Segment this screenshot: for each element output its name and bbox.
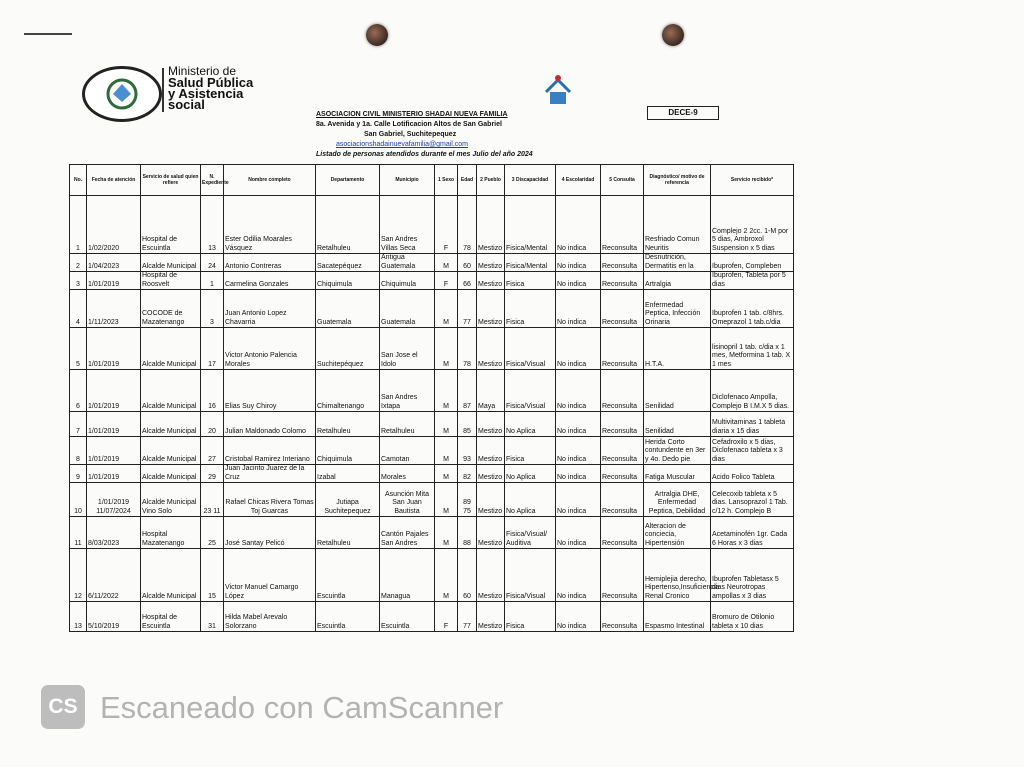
table-cell: Carmelina Gonzales <box>224 272 316 290</box>
camscanner-watermark: Escaneado con CamScanner <box>100 690 504 725</box>
table-cell: Ibuprofen, Compleben <box>711 254 794 272</box>
table-cell: Reconsulta <box>601 602 644 632</box>
table-cell: COCODE de Mazatenango <box>141 290 201 328</box>
table-cell: Ibuprofen 1 tab. c/8hrs. Omeprazol 1 tab.c/dia <box>711 290 794 328</box>
table-cell: Alcalde Municipal Vino Solo <box>141 483 201 517</box>
table-cell: Ester Odilia Moarales Vásquez <box>224 196 316 254</box>
table-cell: Alcalde Municipal <box>141 437 201 465</box>
table-cell: 29 <box>201 465 224 483</box>
table-cell: No Aplica <box>505 483 556 517</box>
table-cell: 31 <box>201 602 224 632</box>
column-header: 1 Sexo <box>435 165 458 196</box>
table-cell: Fisica <box>505 272 556 290</box>
table-cell: M <box>435 517 458 549</box>
table-cell: No indica <box>556 290 601 328</box>
table-cell: 66 <box>458 272 477 290</box>
column-header: Municipio <box>380 165 435 196</box>
table-cell: Hilda Mabel Arevalo Solorzano <box>224 602 316 632</box>
ministry-line-4: social <box>168 97 205 112</box>
table-cell: Fisica/Mental <box>505 254 556 272</box>
table-cell: 8 <box>70 437 87 465</box>
table-cell: 1/01/2019 <box>87 370 141 412</box>
table-cell: Retalhuleu <box>316 412 380 437</box>
table-cell: No indica <box>556 549 601 602</box>
column-header: Servicio recibido* <box>711 165 794 196</box>
table-cell: Cristobal Ramirez Interiano <box>224 437 316 465</box>
table-row <box>70 483 794 517</box>
table-cell: Cefadroxilo x 5 dias, Diclofenaco tableta x 3 dias <box>711 437 794 465</box>
table-cell: Celecoxib tableta x 5 dias. Lansoprazol 1 Tab. c/12 h. Complejo B <box>711 483 794 517</box>
table-cell: Reconsulta <box>601 549 644 602</box>
table-row <box>70 437 794 465</box>
ministry-line-2: Salud Pública <box>168 75 254 90</box>
table-cell: Alteracion de conciecia, Hipertensión <box>644 517 711 549</box>
table-row <box>70 412 794 437</box>
table-row <box>70 328 794 370</box>
table-cell: 60 <box>458 549 477 602</box>
column-header: Diagnóstico/ motivo de referencia <box>644 165 711 196</box>
table-cell: 5 <box>70 328 87 370</box>
table-cell: 27 <box>201 437 224 465</box>
table-cell: 1 <box>70 196 87 254</box>
table-cell: 78 <box>458 196 477 254</box>
table-cell: 89 75 <box>458 483 477 517</box>
table-cell: Complejo 2 2cc. 1-M por 5 dias, Ambroxol Suspension x 5 dias <box>711 196 794 254</box>
table-cell: Desnutrición, Dermatitis en la <box>644 254 711 272</box>
table-body <box>70 196 794 632</box>
table-cell: Enfermedad Peptica, Infección Orinaria <box>644 290 711 328</box>
table-cell: Mestizo <box>477 465 505 483</box>
table-cell: Herida Corto contundente en 3er y 4o. Dedo pie <box>644 437 711 465</box>
table-row <box>70 272 794 290</box>
table-cell: 6/11/2022 <box>87 549 141 602</box>
table-cell: 78 <box>458 328 477 370</box>
table-cell: M <box>435 370 458 412</box>
column-header: Servicio de salud quien refiere <box>141 165 201 196</box>
table-cell: M <box>435 412 458 437</box>
table-cell: Fisica/Visual <box>505 328 556 370</box>
column-header: 2 Pueblo <box>477 165 505 196</box>
table-cell: Alcalde Municipal <box>141 370 201 412</box>
table-cell: 11 <box>70 517 87 549</box>
table-cell: Reconsulta <box>601 328 644 370</box>
table-cell: Sacatepéquez <box>316 254 380 272</box>
table-cell: Camotan <box>380 437 435 465</box>
table-cell: 15 <box>201 549 224 602</box>
table-row <box>70 549 794 602</box>
table-cell: 87 <box>458 370 477 412</box>
ministry-line-3: y Asistencia <box>168 86 244 101</box>
table-cell: No indica <box>556 272 601 290</box>
document-code-box: DECE-9 <box>647 106 719 120</box>
ministry-line-1: Ministerio de <box>168 64 237 78</box>
table-cell: Ibuprofen Tabletasx 5 dias Neurotropas ampollas x 3 dias <box>711 549 794 602</box>
table-cell: 1/01/2019 <box>87 272 141 290</box>
table-row <box>70 465 794 483</box>
table-cell: 6 <box>70 370 87 412</box>
table-cell: No indica <box>556 437 601 465</box>
table-cell: Fisica <box>505 602 556 632</box>
table-cell: 12 <box>70 549 87 602</box>
column-header: Nombre completo <box>224 165 316 196</box>
table-cell: 1/01/2019 11/07/2024 <box>87 483 141 517</box>
table-cell: Ibuprofen, Tableta por 5 dias <box>711 272 794 290</box>
table-cell: No indica <box>556 517 601 549</box>
table-cell: Mestizo <box>477 549 505 602</box>
table-cell: Victor Manuel Camargo López <box>224 549 316 602</box>
table-cell: Reconsulta <box>601 437 644 465</box>
table-cell: José Santay Pelicó <box>224 517 316 549</box>
table-cell: Cantón Pajales San Andres <box>380 517 435 549</box>
document-header <box>316 110 533 160</box>
table-cell: No indica <box>556 254 601 272</box>
table-cell: 23 11 <box>201 483 224 517</box>
table-cell: Mestizo <box>477 254 505 272</box>
table-cell: 1/01/2019 <box>87 437 141 465</box>
table-cell: F <box>435 196 458 254</box>
table-cell: Rafael Chicas Rivera Tomas Toj Guarcas <box>224 483 316 517</box>
table-cell: 25 <box>201 517 224 549</box>
table-cell: Maya <box>477 370 505 412</box>
table-cell: Reconsulta <box>601 272 644 290</box>
table-cell: Alcalde Municipal <box>141 549 201 602</box>
table-cell: Reconsulta <box>601 465 644 483</box>
table-row <box>70 370 794 412</box>
table-cell: Fisica/Visual <box>505 370 556 412</box>
table-cell: 5/10/2019 <box>87 602 141 632</box>
table-cell: 60 <box>458 254 477 272</box>
table-cell: Alcalde Municipal <box>141 465 201 483</box>
table-row <box>70 196 794 254</box>
table-cell: 13 <box>201 196 224 254</box>
table-cell: Resfriado Comun Neuritis <box>644 196 711 254</box>
scan-edge-mark <box>24 33 72 35</box>
table-cell: No indica <box>556 483 601 517</box>
table-cell: 7 <box>70 412 87 437</box>
column-header: No. <box>70 165 87 196</box>
table-cell: Fisica/Visual <box>505 549 556 602</box>
table-cell: Artralgia <box>644 272 711 290</box>
column-header: Departamento <box>316 165 380 196</box>
table-cell: M <box>435 549 458 602</box>
table-cell: No indica <box>556 196 601 254</box>
table-cell: M <box>435 290 458 328</box>
table-cell: 1/01/2019 <box>87 465 141 483</box>
table-cell: Mestizo <box>477 196 505 254</box>
table-cell: M <box>435 437 458 465</box>
table-cell: 3 <box>70 272 87 290</box>
table-cell: Mestizo <box>477 483 505 517</box>
table-cell: F <box>435 272 458 290</box>
table-cell: 24 <box>201 254 224 272</box>
column-header: N. Expediente <box>201 165 224 196</box>
table-cell: Reconsulta <box>601 254 644 272</box>
column-header: 5 Consulta <box>601 165 644 196</box>
org-city: San Gabriel, Suchitepequez <box>364 131 457 138</box>
table-cell: Escuintla <box>380 602 435 632</box>
table-row <box>70 290 794 328</box>
table-cell: 1/01/2019 <box>87 412 141 437</box>
table-cell: Artralgia DHE, Enfermedad Peptica, Debilidad <box>644 483 711 517</box>
table-cell: Fisica/Visual/ Auditiva <box>505 517 556 549</box>
guatemala-seal-icon <box>82 66 162 122</box>
table-cell: Chimaltenango <box>316 370 380 412</box>
table-cell: Asunción Mita San Juan Bautista <box>380 483 435 517</box>
table-cell: 20 <box>201 412 224 437</box>
table-cell: M <box>435 254 458 272</box>
table-cell: Mestizo <box>477 437 505 465</box>
table-cell: 1/01/2019 <box>87 328 141 370</box>
table-header-row <box>70 165 794 196</box>
table-cell: San Andres Villas Seca <box>380 196 435 254</box>
table-cell: No indica <box>556 370 601 412</box>
table-cell: Guatemala <box>380 290 435 328</box>
table-cell: Escuintla <box>316 602 380 632</box>
table-cell: Reconsulta <box>601 196 644 254</box>
table-cell: 10 <box>70 483 87 517</box>
column-header: Fecha de atención <box>87 165 141 196</box>
table-cell: Fisica <box>505 437 556 465</box>
table-cell: Alcalde Municipal <box>141 328 201 370</box>
table-cell: Reconsulta <box>601 517 644 549</box>
table-cell: Izabal <box>316 465 380 483</box>
table-cell: Chiquimula <box>316 272 380 290</box>
table-cell: M <box>435 465 458 483</box>
table-cell: Victor Antonio Palencia Morales <box>224 328 316 370</box>
logo-divider <box>162 68 164 112</box>
table-cell: 88 <box>458 517 477 549</box>
table-cell: 77 <box>458 602 477 632</box>
table-cell: Mestizo <box>477 517 505 549</box>
punch-hole-left <box>366 24 388 46</box>
table-cell: 1/04/2023 <box>87 254 141 272</box>
table-cell: Antigua Guatemala <box>380 254 435 272</box>
table-cell: Chiquimula <box>316 437 380 465</box>
table-cell: H.T.A. <box>644 328 711 370</box>
table-cell: 8/03/2023 <box>87 517 141 549</box>
camscanner-logo-icon: CS <box>41 685 85 729</box>
patients-table <box>69 164 794 632</box>
table-cell: Suchitepéquez <box>316 328 380 370</box>
table-cell: San Jose el Idolo <box>380 328 435 370</box>
punch-hole-right <box>662 24 684 46</box>
table-cell: Escuintla <box>316 549 380 602</box>
table-cell: Hospital de Escuintla <box>141 602 201 632</box>
table-cell: Espasmo Intestinal <box>644 602 711 632</box>
table-cell: Fisica <box>505 290 556 328</box>
table-cell: 1/11/2023 <box>87 290 141 328</box>
table-cell: Retalhuleu <box>316 196 380 254</box>
table-cell: Jutiapa Suchitepequez <box>316 483 380 517</box>
table-cell: Multivitaminas 1 tableta diaria x 15 dias <box>711 412 794 437</box>
org-house-logo-icon <box>538 74 578 110</box>
table-cell: M <box>435 483 458 517</box>
table-cell: Fisica/Mental <box>505 196 556 254</box>
table-cell: Diclofenaco Ampolla, Complejo B I.M.X 5 dias. <box>711 370 794 412</box>
table-cell: Senilidad <box>644 370 711 412</box>
listing-title: Listado de personas atendidos durante el mes Julio del año 2024 <box>316 151 533 158</box>
table-cell: 93 <box>458 437 477 465</box>
table-cell: No indica <box>556 465 601 483</box>
column-header: 3 Discapacidad <box>505 165 556 196</box>
table-cell: 17 <box>201 328 224 370</box>
table-cell: Mestizo <box>477 272 505 290</box>
table-cell: Acetaminofén 1gr. Cada 6 Horas x 3 dias <box>711 517 794 549</box>
table-cell: Managua <box>380 549 435 602</box>
table-cell: Bromuro de Otilonio tableta x 10 dias <box>711 602 794 632</box>
table-cell: Senilidad <box>644 412 711 437</box>
ministry-logo-text <box>168 66 253 110</box>
table-cell: Reconsulta <box>601 483 644 517</box>
table-cell: Reconsulta <box>601 412 644 437</box>
table-cell: M <box>435 328 458 370</box>
table-cell: 2 <box>70 254 87 272</box>
table-cell: Alcalde Municipal <box>141 412 201 437</box>
table-cell: Mestizo <box>477 290 505 328</box>
table-cell: Hemiplejia derecho, Hipertenso,Insuficiencia Renal Cronico <box>644 549 711 602</box>
table-cell: Hospital de Escuintla <box>141 196 201 254</box>
table-cell: 77 <box>458 290 477 328</box>
table-cell: San Andres Ixtapa <box>380 370 435 412</box>
table-cell: Reconsulta <box>601 290 644 328</box>
table-cell: Juan Jacinto Juarez de la Cruz <box>224 465 316 483</box>
table-cell: No indica <box>556 602 601 632</box>
table-cell: 1 <box>201 272 224 290</box>
table-cell: No indica <box>556 328 601 370</box>
table-cell: 16 <box>201 370 224 412</box>
org-address: 8a. Avenida y 1a. Calle Lotificacion Altos de San Gabriel <box>316 121 502 128</box>
table-cell: lisinopril 1 tab. c/dia x 1 mes, Metformina 1 tab. X 1 mes <box>711 328 794 370</box>
table-cell: Guatemala <box>316 290 380 328</box>
table-cell: Fatiga Muscular <box>644 465 711 483</box>
table-cell: Retalhuleu <box>316 517 380 549</box>
table-cell: Hospital de Roosvelt <box>141 272 201 290</box>
table-cell: 85 <box>458 412 477 437</box>
table-row <box>70 254 794 272</box>
table-row <box>70 517 794 549</box>
org-name: ASOCIACION CIVIL MINISTERIO SHADAI NUEVA FAMILIA <box>316 111 508 118</box>
column-header: Edad <box>458 165 477 196</box>
table-cell: Mestizo <box>477 328 505 370</box>
table-cell: Antonio Contreras <box>224 254 316 272</box>
table-cell: No Aplica <box>505 412 556 437</box>
org-email-link[interactable]: asociacionshadainuevafamilia@gmail.com <box>336 141 469 148</box>
table-cell: 1/02/2020 <box>87 196 141 254</box>
table-cell: No Aplica <box>505 465 556 483</box>
column-header: 4 Escolaridad <box>556 165 601 196</box>
table-cell: No indica <box>556 412 601 437</box>
table-cell: Alcalde Municipal <box>141 254 201 272</box>
table-cell: Reconsulta <box>601 370 644 412</box>
table-cell: 4 <box>70 290 87 328</box>
table-cell: Mestizo <box>477 602 505 632</box>
table-cell: 9 <box>70 465 87 483</box>
table-cell: 82 <box>458 465 477 483</box>
table-cell: Morales <box>380 465 435 483</box>
table-cell: 13 <box>70 602 87 632</box>
table-cell: Elias Suy Chiroy <box>224 370 316 412</box>
table-cell: Acido Folico Tableta <box>711 465 794 483</box>
table-cell: 3 <box>201 290 224 328</box>
table-row <box>70 602 794 632</box>
table-cell: Retalhuleu <box>380 412 435 437</box>
table-cell: Juan Antonio Lopez Chavarria <box>224 290 316 328</box>
table-cell: F <box>435 602 458 632</box>
table-cell: Mestizo <box>477 412 505 437</box>
table-cell: Chiquimula <box>380 272 435 290</box>
table-cell: Hospital Mazatenango <box>141 517 201 549</box>
table-cell: Julian Maldonado Colomo <box>224 412 316 437</box>
